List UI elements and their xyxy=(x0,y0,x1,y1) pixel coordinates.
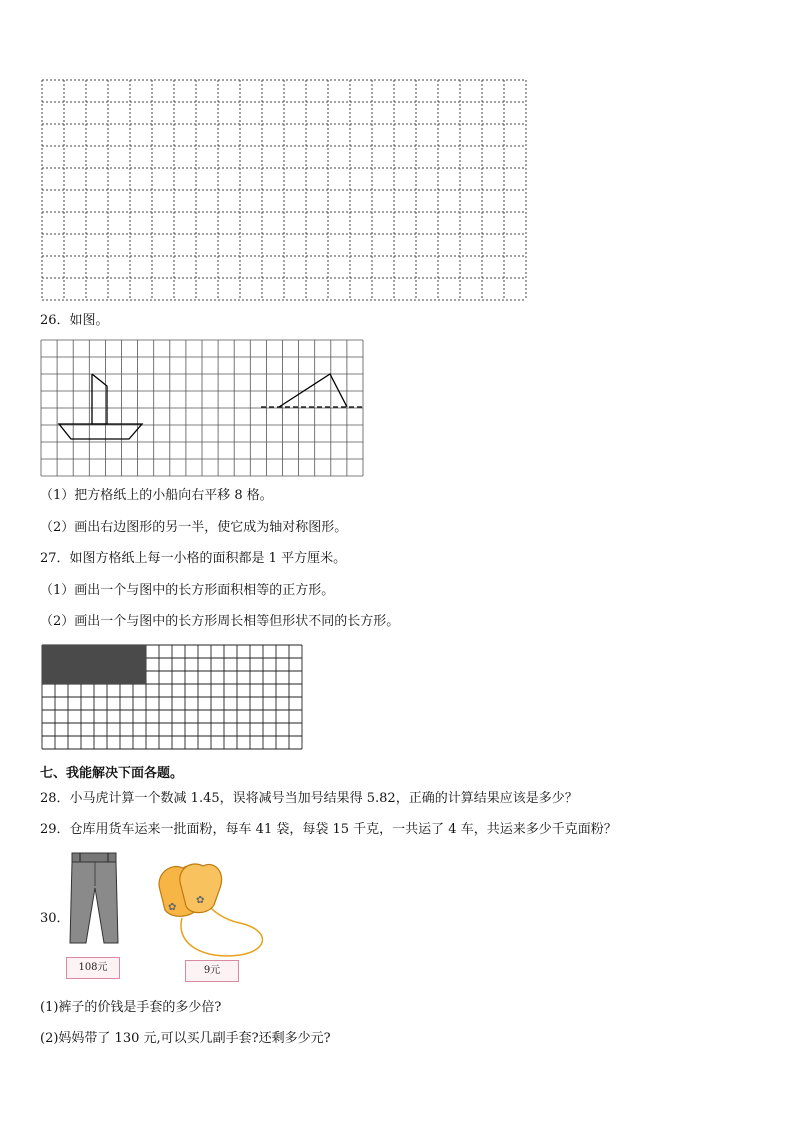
question-30-item-1: (1)裤子的价钱是手套的多少倍? xyxy=(40,1000,222,1015)
question-28-text: 28．小马虎计算一个数减 1.45，误将减号当加号结果得 5.82，正确的计算结果应该是多少？ xyxy=(40,791,578,806)
question-27-item-1: （1）画出一个与图中的长方形面积相等的正方形。 xyxy=(40,583,335,598)
question-29-text: 29．仓库用货车运来一批面粉，每车 41 袋，每袋 15 千克，一共运了 4 车，共运来多少千克面粉？ xyxy=(40,822,617,837)
question-26-title: 26．如图。 xyxy=(40,313,109,328)
question-26-item-2: （2）画出右边图形的另一半，使它成为轴对称图形。 xyxy=(40,520,348,535)
section-7-title: 七、我能解决下面各题。 xyxy=(40,766,184,781)
pants-price-tag: 108元 xyxy=(66,957,120,979)
question-30-number: 30． xyxy=(40,911,70,926)
question-27-title: 27．如图方格纸上每一小格的面积都是 1 平方厘米。 xyxy=(40,551,347,566)
question-27-item-2: （2）画出一个与图中的长方形周长相等但形状不同的长方形。 xyxy=(40,614,400,629)
question-30-item-2: (2)妈妈带了 130 元,可以买几副手套?还剩多少元? xyxy=(40,1031,331,1046)
gloves-price-tag: 9元 xyxy=(185,960,239,982)
svg-text:✿: ✿ xyxy=(196,895,205,906)
svg-text:✿: ✿ xyxy=(168,902,177,913)
question-26-item-1: （1）把方格纸上的小船向右平移 8 格。 xyxy=(40,488,273,503)
